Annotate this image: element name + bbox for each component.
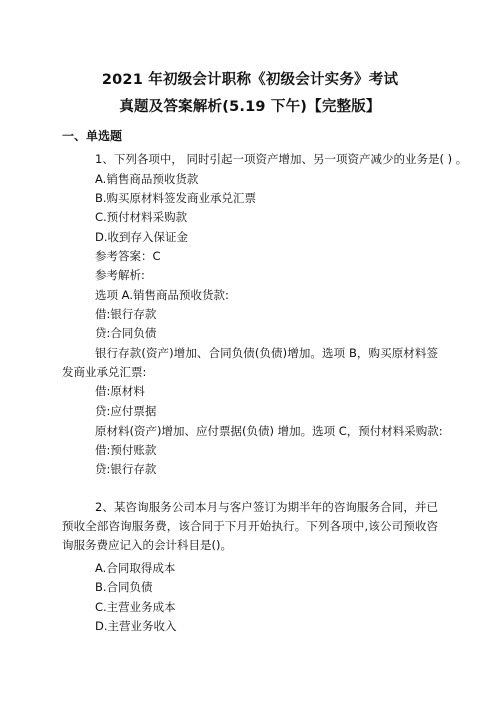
question-1-option-d: D.收到存入保证金	[95, 230, 189, 244]
analysis-line: 贷:银行存款	[95, 462, 157, 476]
question-2-option-d: D.主营业务收入	[95, 619, 177, 633]
document-title-line-2: 真题及答案解析(5.19 下午)【完整版】	[119, 99, 381, 115]
question-2-stem: 2、某咨询服务公司本月与客户签订为期半年的咨询服务合同，并已预收全部咨询服务费，该合同于下月开始执行。下列各项中,该公司预收咨询服务费应记入的会计科目是()。	[62, 500, 438, 552]
analysis-line: 选项 A.销售商品预收货款:	[95, 288, 229, 302]
question-2-option-b: B.合同负债	[95, 580, 153, 594]
document-title-line-1: 2021 年初级会计职称《初级会计实务》考试	[101, 72, 399, 88]
section-heading: 一、单选题	[62, 129, 123, 143]
question-1-analysis-label: 参考解析:	[95, 268, 145, 282]
analysis-line: 借:银行存款	[95, 307, 157, 321]
question-1-option-c: C.预付材料采购款	[95, 210, 188, 224]
question-2-option-a: A.合同取得成本	[95, 561, 176, 575]
question-2-option-c: C.主营业务成本	[95, 600, 176, 614]
question-1-option-a: A.销售商品预收货款	[95, 172, 199, 186]
question-1-option-b: B.购买原材料签发商业承兑汇票	[95, 191, 257, 205]
question-1-answer: 参考答案：C	[95, 249, 161, 263]
analysis-line: 借:原材料	[95, 384, 145, 398]
analysis-line: 贷:合同负债	[95, 326, 157, 340]
analysis-paragraph: 银行存款(资产)增加、合同负债(负债)增加。选项 B，购买原材料签发商业承兑汇票:	[62, 346, 438, 379]
analysis-line: 原材料(资产)增加、应付票据(负债) 增加。选项 C，预付材料采购款:	[95, 424, 443, 438]
question-1-stem: 1、下列各项中， 同时引起一项资产增加、另一项资产减少的业务是( ) 。	[95, 152, 468, 166]
analysis-line: 借:预付账款	[95, 443, 157, 457]
analysis-line: 贷:应付票据	[95, 404, 157, 418]
